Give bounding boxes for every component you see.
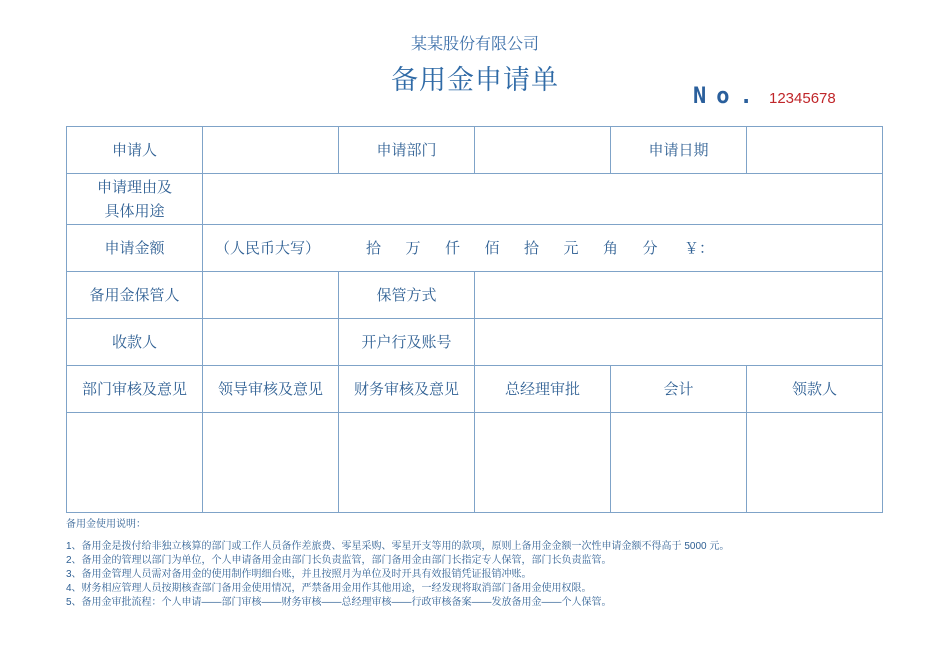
department-label: 申请部门 [339,127,475,174]
payee-field[interactable] [203,319,339,366]
unit-bai: 佰 [484,239,500,257]
application-form-table [66,126,883,513]
unit-qian: 仟 [445,239,461,257]
dept-review-field[interactable] [67,413,203,513]
keeper-label: 备用金保管人 [67,272,203,319]
dept-review-header: 部门审核及意见 [67,366,203,413]
table-row [67,413,883,513]
yen-label: ￥： [684,239,715,257]
reason-label-line2: 具体用途 [104,202,165,220]
table-row [67,127,883,174]
department-field[interactable] [475,127,611,174]
receiver-field[interactable] [747,413,883,513]
table-row [67,174,883,225]
company-name: 某某股份有限公司 [410,34,539,53]
number-label: No. [693,84,763,109]
payee-label: 收款人 [67,319,203,366]
reason-label [67,174,203,225]
finance-review-header: 财务审核及意见 [339,366,475,413]
notes-heading: 备用金使用说明： [66,519,146,530]
gm-approval-field[interactable] [475,413,611,513]
accountant-header: 会计 [611,366,747,413]
date-label: 申请日期 [611,127,747,174]
unit-jiao: 角 [603,239,619,257]
unit-wan: 万 [405,239,421,257]
unit-yuan: 元 [563,239,579,257]
accountant-field[interactable] [611,413,747,513]
table-row [67,319,883,366]
applicant-field[interactable] [203,127,339,174]
bank-account-label: 开户行及账号 [339,319,475,366]
reason-label-line1: 申请理由及 [96,178,172,196]
date-field[interactable] [747,127,883,174]
keep-method-label: 保管方式 [339,272,475,319]
note-item: 3、备用金管理人员需对备用金的使用制作明细台账，并且按照月为单位及时开具有效报销凭证报销冲账。 [66,569,532,580]
leader-review-field[interactable] [203,413,339,513]
unit-shi: 拾 [524,239,540,257]
note-item: 2、备用金的管理以部门为单位，个人申请备用金由部门长负责监管，部门备用金由部门长指定专人保管，部门长负责监管。 [66,555,612,566]
note-item: 5、备用金审批流程：个人申请——部门审核——财务审核——总经理审核——行政审核备案——发放备用金——个人保管。 [66,597,612,608]
bank-account-field[interactable] [475,319,883,366]
note-item: 1、备用金是拨付给非独立核算的部门或工作人员备作差旅费、零星采购、零星开支等用的款项，原则上备用金金额一次性申请金额不得高于 5000 元。 [66,541,730,552]
unit-shi-wan: 拾 [366,239,382,257]
note-item: 4、财务相应管理人员按期核查部门备用金使用情况，严禁备用金用作其他用途，一经发现将取消部门备用金使用权限。 [66,583,592,594]
table-row [67,272,883,319]
form-title: 备用金申请单 [391,65,559,96]
receiver-header: 领款人 [747,366,883,413]
amount-field[interactable] [203,225,883,272]
form-number: 12345678 [769,90,836,107]
reason-field[interactable] [203,174,883,225]
amount-label: 申请金额 [67,225,203,272]
keep-method-field[interactable] [475,272,883,319]
applicant-label: 申请人 [67,127,203,174]
finance-review-field[interactable] [339,413,475,513]
leader-review-header: 领导审核及意见 [203,366,339,413]
usage-notes [66,518,886,610]
unit-fen: 分 [642,239,658,257]
table-row [67,366,883,413]
amount-note: （人民币大写） [215,239,321,257]
keeper-field[interactable] [203,272,339,319]
table-row [67,225,883,272]
gm-approval-header: 总经理审批 [475,366,611,413]
